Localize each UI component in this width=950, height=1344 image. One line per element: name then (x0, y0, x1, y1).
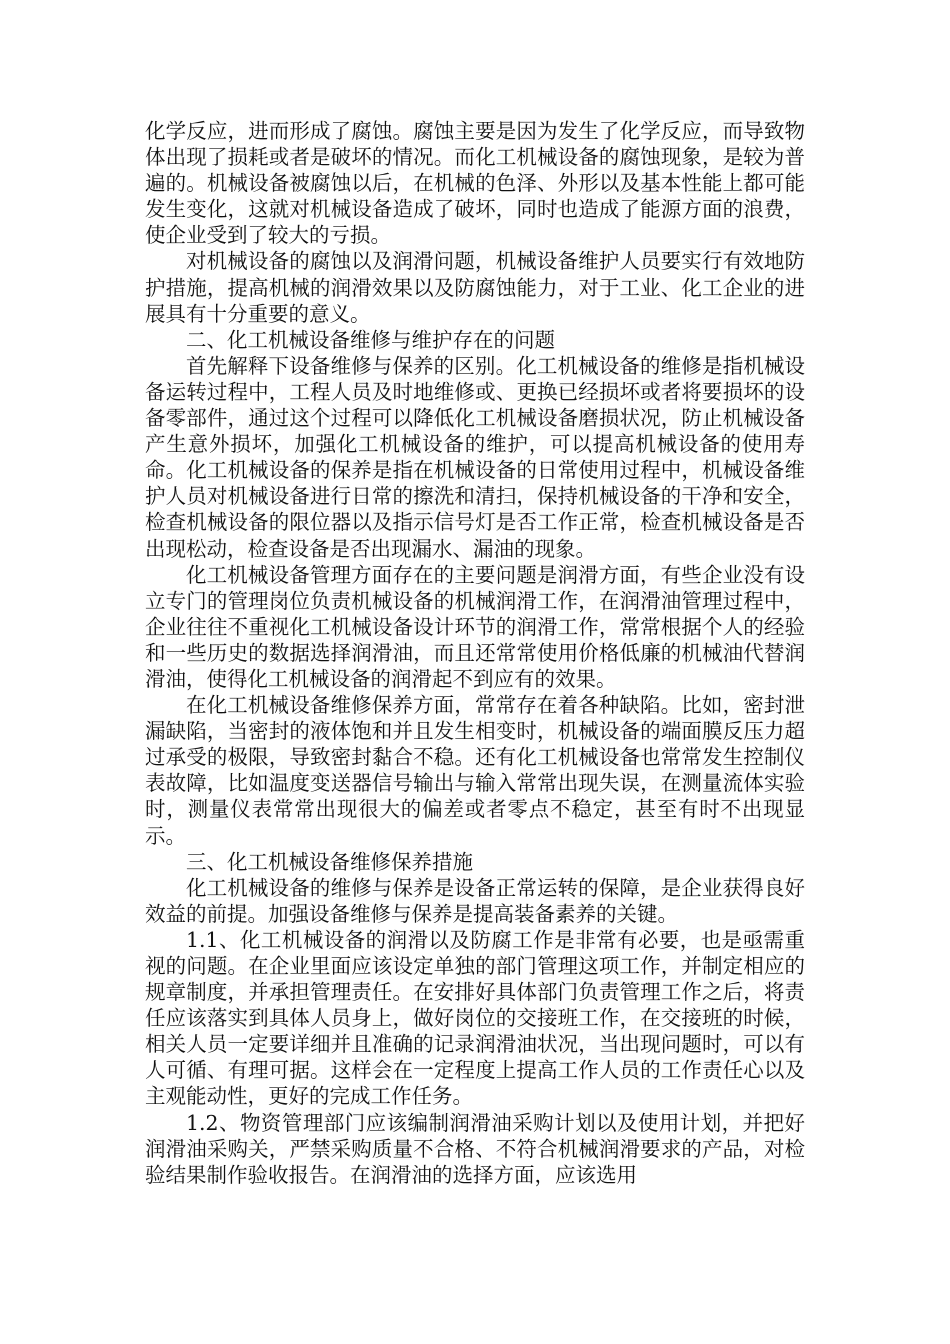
body-paragraph: 首先解释下设备维修与保养的区别。化工机械设备的维修是指机械设备运转过程中，工程人员及时地维修或、更换已经损坏或者将要损坏的设备零部件，通过这个过程可以降低化工机械设备磨损状况，防止机械设备产生意外损坏，加强化工机械设备的维护，可以提高机械设备的使用寿命。化工机械设备的保养是指在机械设备的日常使用过程中，机械设备维护人员对机械设备进行日常的擦洗和清扫，保持机械设备的干净和安全，检查机械设备的限位器以及指示信号灯是否工作正常，检查机械设备是否出现松动，检查设备是否出现漏水、漏油的现象。 (145, 353, 805, 561)
body-paragraph: 1.2、物资管理部门应该编制润滑油采购计划以及使用计划，并把好润滑油采购关，严禁采购质量不合格、不符合机械润滑要求的产品，对检验结果制作验收报告。在润滑油的选择方面，应该选用 (145, 1110, 805, 1187)
body-paragraph: 对机械设备的腐蚀以及润滑问题，机械设备维护人员要实行有效地防护措施，提高机械的润滑效果以及防腐蚀能力，对于工业、化工企业的进展具有十分重要的意义。 (145, 249, 805, 326)
body-paragraph: 在化工机械设备维修保养方面，常常存在着各种缺陷。比如，密封泄漏缺陷，当密封的液体饱和并且发生相变时，机械设备的端面膜反压力超过承受的极限，导致密封黏合不稳。还有化工机械设备也常常发生控制仪表故障，比如温度变送器信号输出与输入常常出现失误，在测量流体实验时，测量仪表常常出现很大的偏差或者零点不稳定，甚至有时不出现显示。 (145, 693, 805, 848)
body-paragraph: 1.1、化工机械设备的润滑以及防腐工作是非常有必要，也是亟需重视的问题。在企业里面应该设定单独的部门管理这项工作，并制定相应的规章制度，并承担管理责任。在安排好具体部门负责管理工作之后，将责任应该落实到具体人员身上，做好岗位的交接班工作，在交接班的时候，相关人员一定要详细并且准确的记录润滑油状况，当出现问题时，可以有人可循、有理可据。这样会在一定程度上提高工作人员的工作责任心以及主观能动性，更好的完成工作任务。 (145, 927, 805, 1109)
body-paragraph: 化工机械设备的维修与保养是设备正常运转的保障，是企业获得良好效益的前提。加强设备维修与保养是提高装备素养的关键。 (145, 875, 805, 926)
body-paragraph: 化工机械设备管理方面存在的主要问题是润滑方面，有些企业没有设立专门的管理岗位负责机械设备的机械润滑工作，在润滑油管理过程中，企业往往不重视化工机械设备设计环节的润滑工作，常常根据个人的经验和一些历史的数据选择润滑油，而且还常常使用价格低廉的机械油代替润滑油，使得化工机械设备的润滑起不到应有的效果。 (145, 562, 805, 691)
body-paragraph: 化学反应，进而形成了腐蚀。腐蚀主要是因为发生了化学反应，而导致物体出现了损耗或者是破坏的情况。而化工机械设备的腐蚀现象，是较为普遍的。机械设备被腐蚀以后，在机械的色泽、外形以及基本性能上都可能发生变化，这就对机械设备造成了破坏，同时也造成了能源方面的浪费，使企业受到了较大的亏损。 (145, 119, 805, 248)
section-heading: 二、化工机械设备维修与维护存在的问题 (186, 327, 555, 352)
document-page (145, 118, 805, 1188)
section-heading: 三、化工机械设备维修保养措施 (186, 849, 473, 874)
